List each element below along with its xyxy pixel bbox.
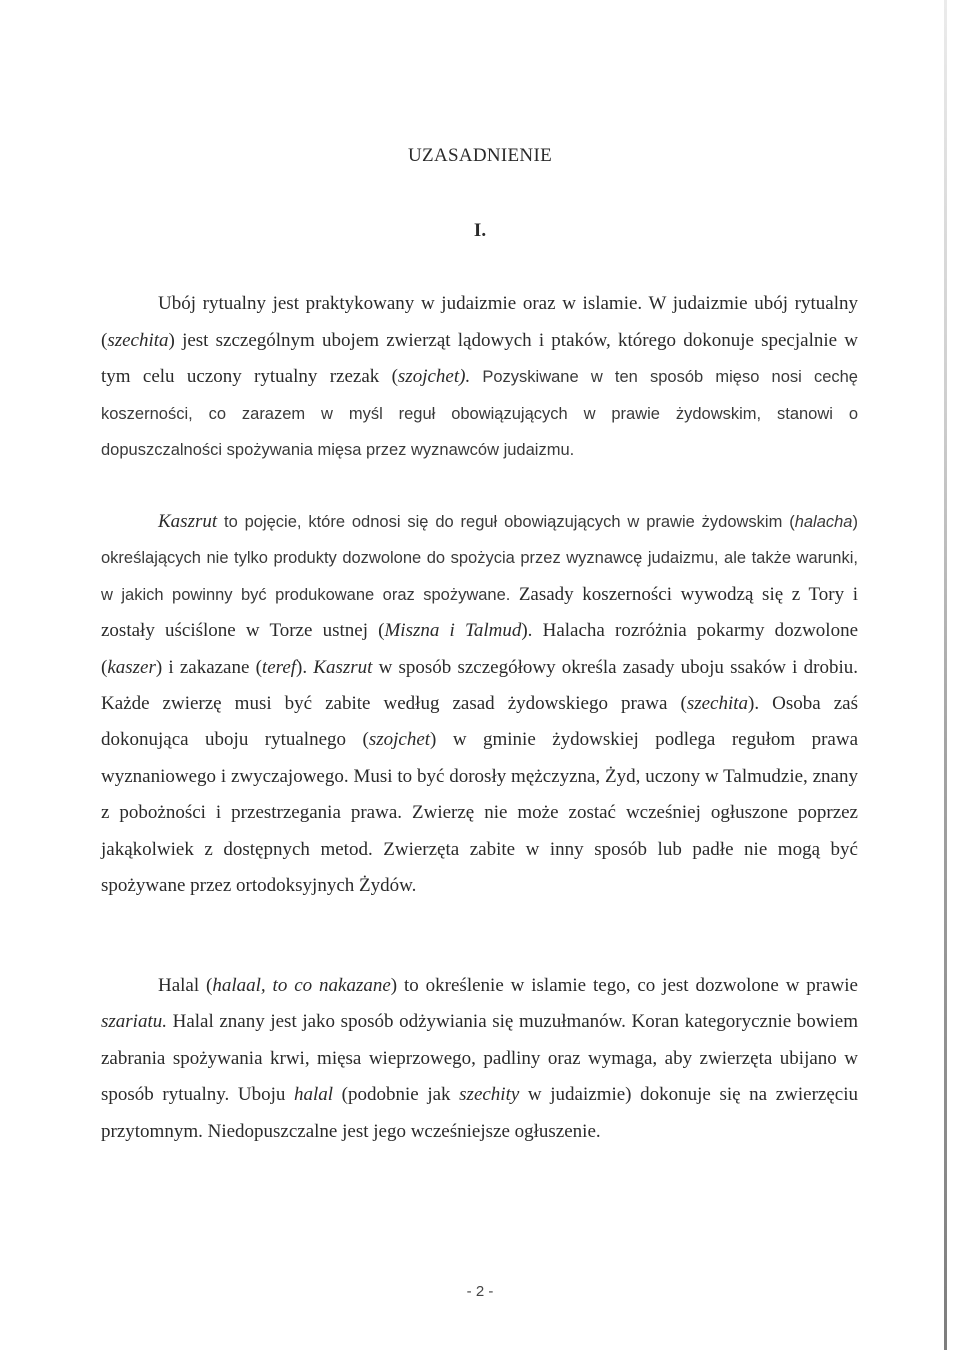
term-italic: teref [261,656,297,678]
section-number: I. [473,220,487,241]
text-run: w judaizmie) dokonuje się na zwierzęciu przytomnym. Niedopuszczalne jest jego wcześniejsze ogłuszenie. [101,1084,858,1142]
term-italic: Miszna i Talmud [384,620,522,642]
term-italic: szojchet [368,729,431,751]
page-number: - 2 - [466,1283,494,1300]
paragraph-ritual-slaughter [101,286,858,469]
term-italic: kaszer [107,656,156,678]
term-italic: Kaszrut [313,656,373,678]
term-italic: halacha [794,513,853,531]
term-italic: szojchet). [397,366,471,387]
text-run: ) i zakazane ( [155,656,262,678]
scan-edge-shadow [944,0,947,1350]
text-run: ). Osoba zaś dokonująca uboju rytualnego ( [101,693,858,751]
term-italic: halal [293,1084,334,1106]
text-run: Halal znany jest jako sposób odżywiania się muzułmanów. Koran kategorycznie bowiem zabrania spożywania krwi, mięsa wieprzowego, padliny oraz wymaga, aby zwierzęta ubijano w sposób rytualny. Uboju [101,1011,858,1106]
text-run: ) w gminie żydowskiej podlega regułom prawa wyznaniowego i zwyczajowego. Musi to być dorosły mężczyzna, Żyd, uczony w Talmudzie, znany z pobożności i przestrzegania prawa. Zwierzę nie może zostać wcześniej ogłuszone poprzez jakąkolwiek z dostępnych metod. Zwierzęta zabite w inny sposób lub padłe nie mogą być spożywane przez ortodoksyjnych Żydów. [101,729,859,897]
text-run: Halal ( [158,975,213,996]
text-run: (podobnie jak [333,1084,460,1106]
term-italic: szechita [686,693,749,715]
text-run: Zasady koszerności wywodzą się z Tory i zostały uściślone w Torze ustnej ( [101,583,858,642]
term-italic: szechita [107,329,169,351]
term-italic: Kaszrut [158,511,218,532]
term-italic: halaal, to co nakazane [212,975,391,996]
term-italic: szariatu. [101,1011,167,1033]
text-run: ) jest szczególnym ubojem zwierząt lądowych i ptaków, którego dokonuje specjalnie w tym celu uczony rytualny rzezak ( [101,329,858,387]
document-title: UZASADNIENIE [408,145,552,166]
text-run: Ubój rytualny jest praktykowany w judaizmie oraz w islamie. W judaizmie ubój rytualny ( [101,293,858,351]
text-run: to pojęcie, które odnosi się do reguł obowiązujących w prawie żydowskim ( [217,513,795,531]
text-run: w sposób szczegółowy określa zasady uboju ssaków i drobiu. Każde zwierzę musi być zabite według zasad żydowskiego prawa ( [101,656,858,715]
paragraph-kashrut [101,504,858,904]
text-run: ) to określenie w islamie tego, co jest dozwolone w prawie [390,975,858,996]
text-run: ). Halacha rozróżnia pokarmy dozwolone ( [101,620,859,678]
term-italic: szechity [459,1084,520,1106]
text-run: ). [296,656,314,678]
text-run: ) określających nie tylko produkty dozwolone do spożycia przez wyznawcę judaizmu, ale także warunki, w jakich powinny być produkowane oraz spożywane. [101,513,858,604]
text-run: Pozyskiwane w ten sposób mięso nosi cechę koszerności, co zarazem w myśl reguł obowiązujących w prawie żydowskim, stanowi o dopuszczalności spożywania mięsa przez wyznawców judaizmu. [101,368,858,459]
paragraph-halal [101,968,858,1150]
